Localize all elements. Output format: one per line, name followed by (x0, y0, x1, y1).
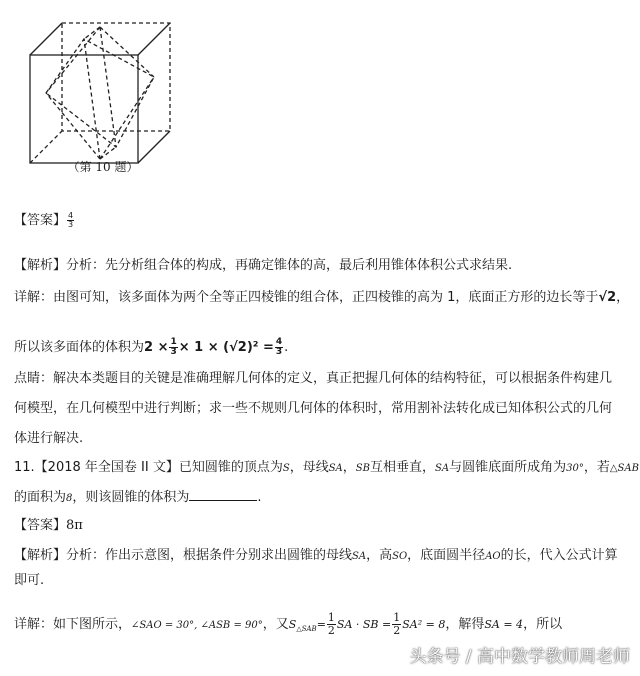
q11-question-line-2 (14, 488, 262, 508)
q10-detail-line (14, 289, 629, 307)
area-eight: 8 (66, 493, 73, 504)
angle-30: 30° (566, 463, 584, 474)
segment-sb: SB (355, 463, 370, 474)
q11-analysis-text-d: 的长，代入公式计算 (500, 548, 618, 563)
q11-text-b: ，母线 (289, 460, 329, 475)
q11-detail-text-d: ，所以 (523, 617, 563, 632)
segment-sa: SA (328, 463, 343, 474)
answer-blank (189, 488, 257, 501)
detail-punct: ， (616, 290, 630, 305)
q11-detail-line (14, 612, 562, 638)
sqrt2-value: √2 (598, 290, 617, 305)
q11-detail-text-a: 详解：如下图所示， (14, 617, 132, 632)
volume-result-denominator: 3 (275, 347, 283, 357)
detail-text: 详解：由图可知，该多面体为两个全等正四棱锥的组合体，正四棱锥的高为 1，底面正方形的边长等于 (14, 290, 599, 305)
half-numerator-1: 1 (327, 611, 335, 624)
analysis-sa: SA (352, 551, 367, 562)
volume-numerator: 1 (170, 337, 177, 347)
q11-analysis-line-1 (14, 547, 618, 566)
vertex-s: S (282, 463, 290, 474)
volume-result-numerator: 4 (275, 337, 283, 347)
angle-conditions: ∠SAO = 30°, ∠ASB = 90° (131, 620, 263, 631)
q11-text-f: ，若 (583, 460, 610, 475)
half-fraction-2 (392, 612, 401, 637)
q11-period: . (257, 490, 262, 505)
q11-detail-text-c: ，解得 (445, 617, 485, 632)
q11-detail-text-b: ，又 (262, 617, 289, 632)
q11-text-c: ， (342, 460, 356, 475)
q11-volume-text: ，则该圆锥的体积为 (72, 490, 190, 505)
analysis-ao: AO (485, 551, 501, 562)
solution-sa: SA = 4 (484, 618, 524, 631)
volume-factor: 2 × (144, 340, 169, 355)
q11-answer-value: 8π (66, 518, 83, 533)
area-symbol: S (288, 618, 297, 631)
half-denominator-2: 2 (393, 624, 401, 637)
analysis-so: SO (392, 551, 408, 562)
figure-caption: （第 10 题） (67, 160, 139, 174)
q10-comment-line-1: 点睛：解决本类题目的关键是准确理解几何体的定义，真正把握几何体的结构特征，可以根据条件构建几 (14, 371, 613, 386)
q11-intro: 11.【2018 年全国卷 II 文】已知圆锥的顶点为 (14, 460, 283, 475)
q10-comment-line-3: 体进行解决. (14, 431, 84, 446)
volume-fraction (169, 338, 177, 357)
answer-denominator: 3 (68, 220, 74, 229)
q10-comment-line-2: 何模型，在几何模型中进行判断；求一些不规则几何体的体积时，常用割补法转化成已知体积公式的几何 (14, 401, 613, 416)
half-fraction-1 (327, 612, 336, 637)
q11-analysis-text-c: ，底面圆半径 (407, 548, 486, 563)
area-subscript: △SAB (296, 625, 317, 633)
q10-answer-line (14, 212, 75, 230)
q11-answer-label: 【答案】 (14, 518, 67, 533)
area-equals: = (316, 618, 326, 631)
area-result: SA² = 8 (402, 618, 446, 631)
volume-denominator: 3 (170, 347, 177, 357)
q11-area-text: 的面积为 (14, 490, 67, 505)
triangle-sab: △SAB (609, 463, 639, 474)
segment-sa-2: SA (435, 463, 450, 474)
half-numerator-2: 1 (393, 611, 401, 624)
answer-fraction (67, 212, 74, 229)
half-denominator-1: 2 (327, 624, 335, 637)
volume-text: 所以该多面体的体积为 (14, 340, 145, 355)
q10-volume-line (14, 338, 288, 357)
answer-numerator: 4 (68, 211, 74, 220)
area-product: SA · SB = (336, 618, 392, 631)
q11-analysis-line-2: 即可. (14, 573, 45, 588)
q10-analysis: 【解析】分析：先分析组合体的构成，再确定锥体的高，最后利用锥体体积公式求结果. (14, 258, 513, 273)
q11-question-line-1 (14, 459, 639, 478)
answer-label: 【答案】 (14, 213, 67, 228)
volume-expression: × 1 × (√2)² = (178, 340, 274, 355)
q11-text-d: 互相垂直， (370, 460, 436, 475)
q11-analysis-text-b: ，高 (366, 548, 393, 563)
watermark: 头条号 / 高中数学教师周老师 (409, 647, 630, 667)
q11-analysis-text-a: 【解析】分析：作出示意图，根据条件分别求出圆锥的母线 (14, 548, 353, 563)
q11-text-e: 与圆锥底面所成角为 (449, 460, 567, 475)
volume-result-fraction (275, 338, 283, 357)
volume-period: . (284, 340, 289, 355)
q11-answer-line (14, 517, 83, 535)
